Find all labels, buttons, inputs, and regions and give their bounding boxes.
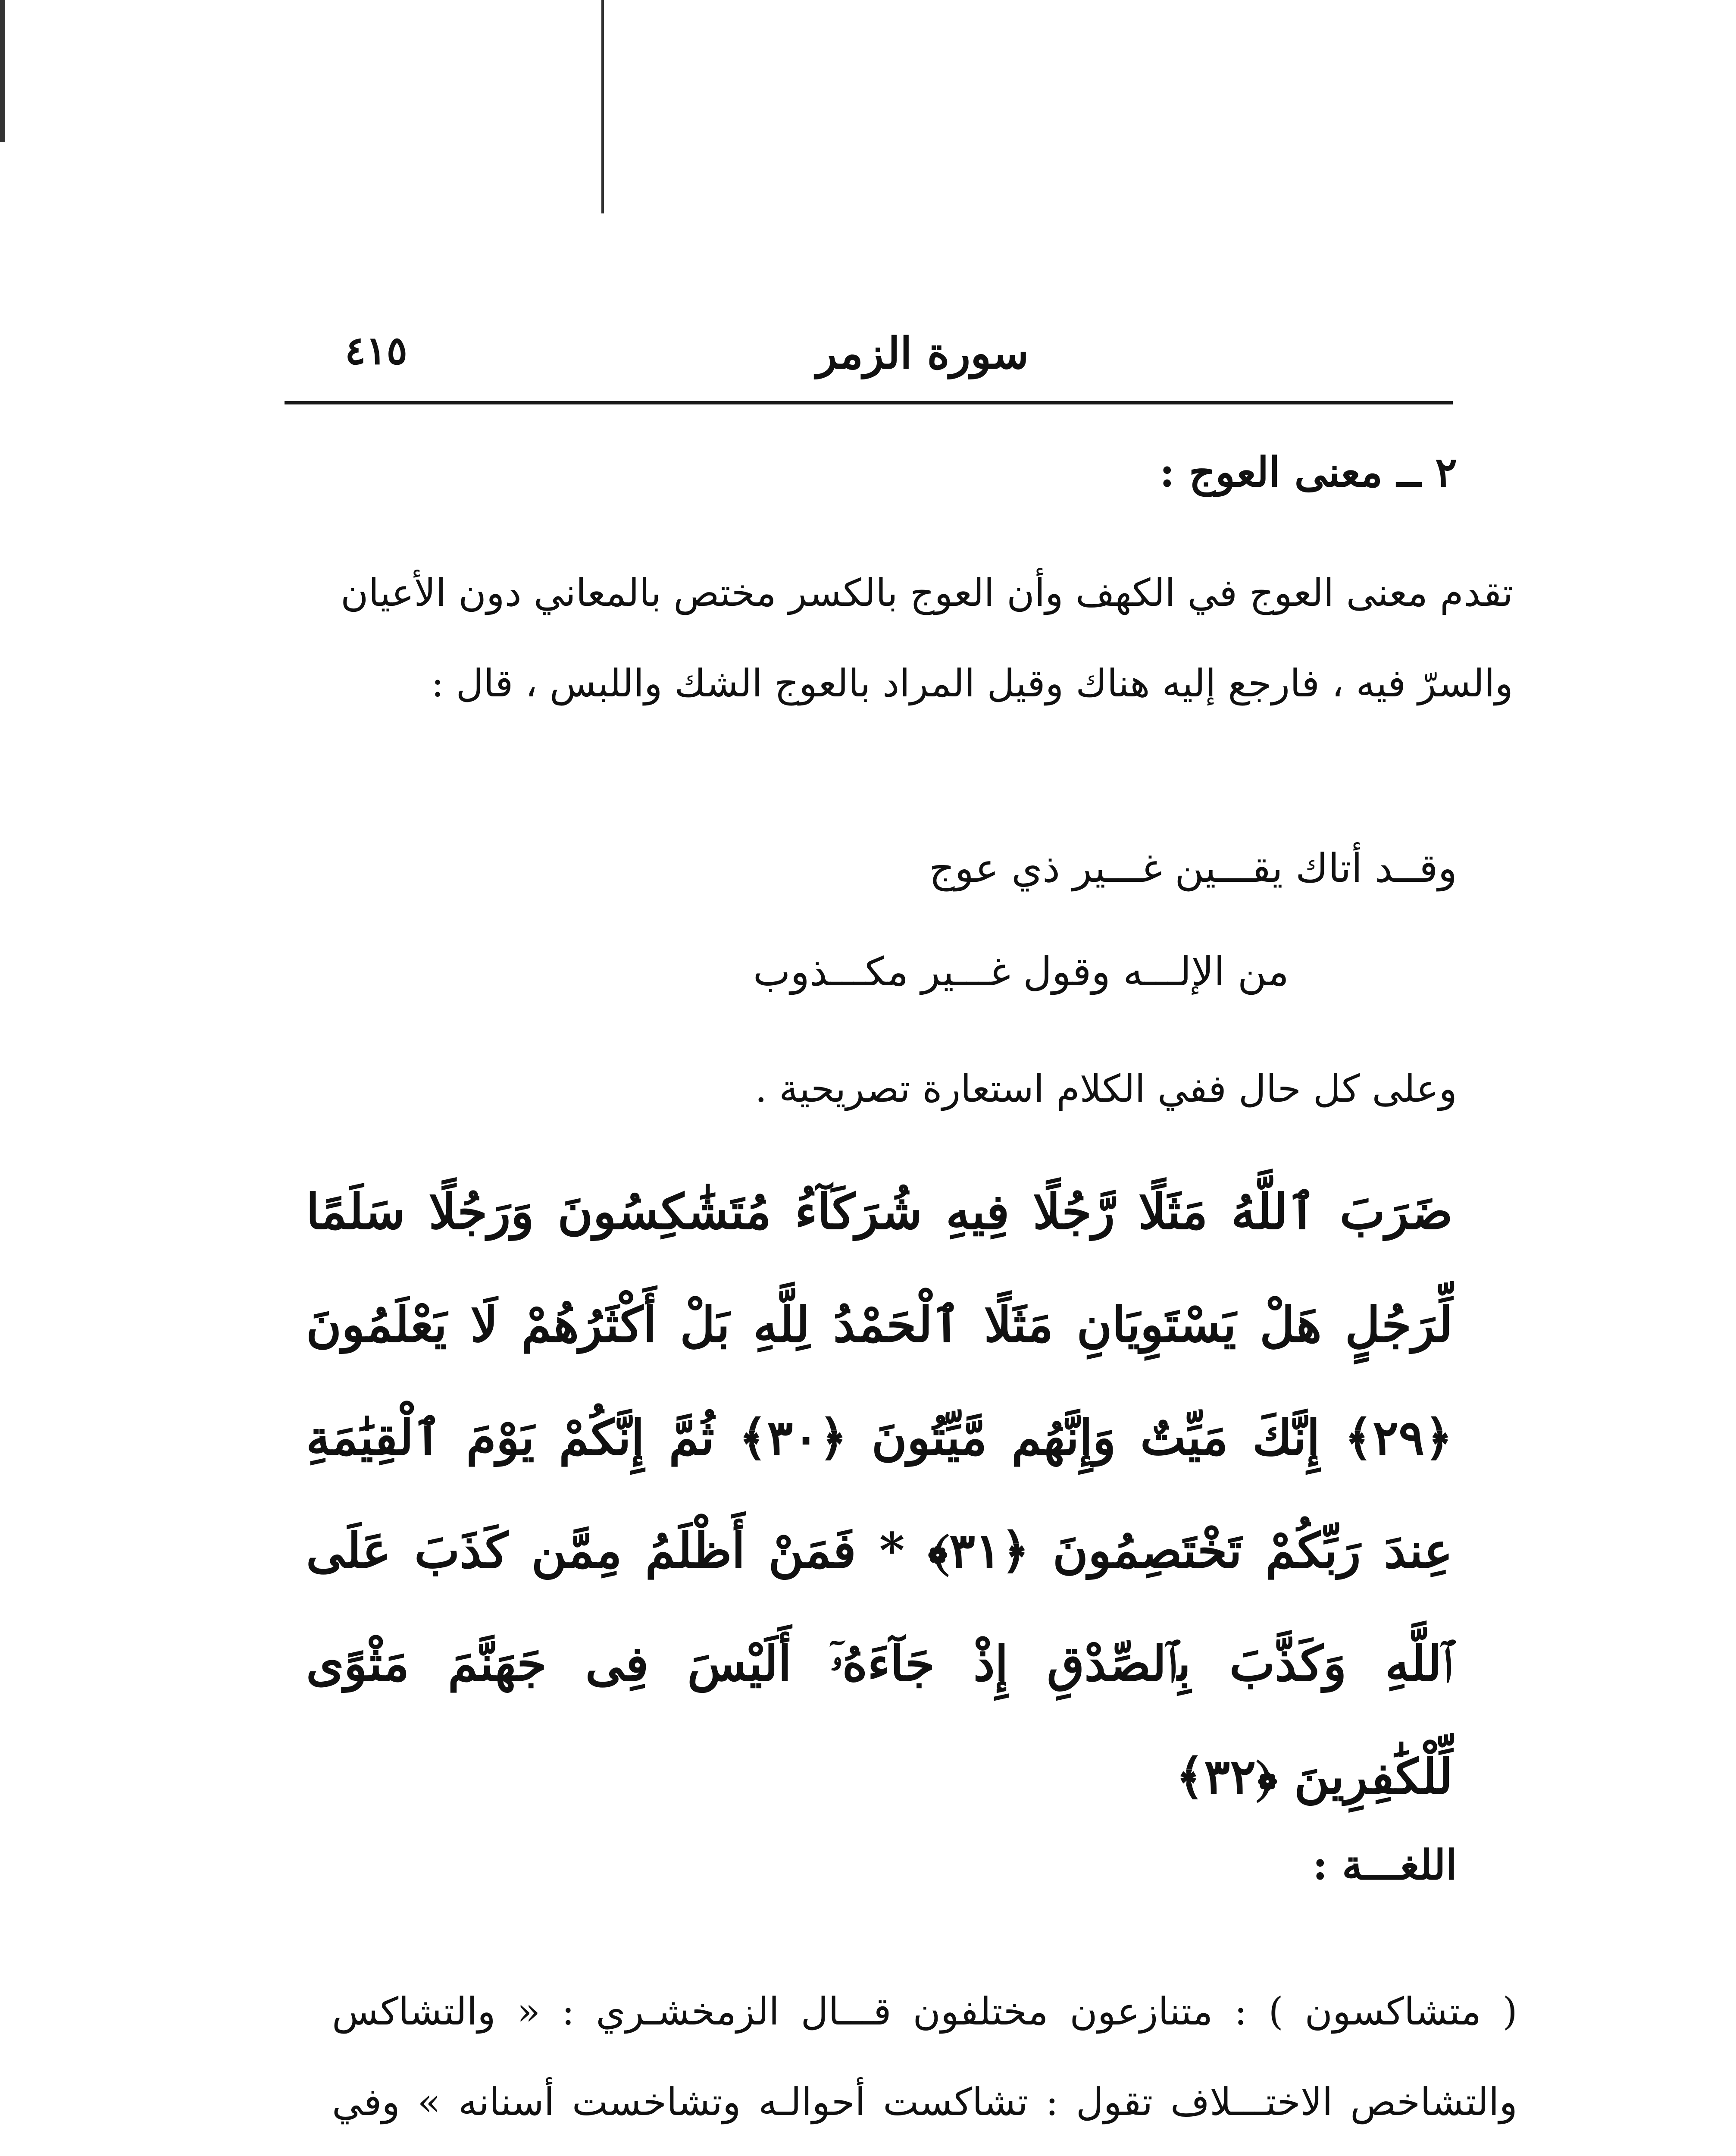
page-header — [285, 315, 1453, 404]
section-heading-language: اللغـــة : — [1312, 1841, 1457, 1889]
book-page — [259, 0, 1517, 2156]
scan-edge-left — [0, 0, 5, 142]
poem-line-2: من الإلـــه وقول غـــير مكـــذوب — [753, 949, 1289, 995]
language-paragraph: ( متشاكسون ) : متنازعون مختلفون قـــال الزمخشـري : « والتشاكس والتشاخص الاختـــلاف تقول : تشاكست أحوالـه وتشاخست أسنانه » وفي — [332, 1989, 1517, 2124]
conclusion-line: وعلى كل حال ففي الكلام استعارة تصريحية . — [755, 1066, 1457, 1111]
poem-line-1: وقــد أتاك يقـــين غـــير ذي عوج — [929, 845, 1457, 891]
section-heading-meaning: ٢ ــ معنى العوج : — [1159, 448, 1457, 496]
surah-title: سورة الزمر — [816, 328, 1029, 379]
quran-verses: ضَرَبَ ٱللَّهُ مَثَلًا رَّجُلًا فِيهِ شُرَكَآءُ مُتَشَٰكِسُونَ وَرَجُلًا سَلَمًا لِّرَجُلٍ هَلْ يَسْتَوِيَانِ مَثَلًا ٱلْحَمْدُ لِلَّهِ بَلْ أَكْثَرُهُمْ لَا يَعْلَمُونَ ﴿٢٩﴾ إِنَّكَ مَيِّتٌ وَإِنَّهُم مَّيِّتُونَ ﴿٣٠﴾ ثُمَّ إِنَّكُمْ يَوْمَ ٱلْقِيَٰمَةِ عِندَ رَبِّكُمْ تَخْتَصِمُونَ ﴿٣١﴾ * فَمَنْ أَظْلَمُ مِمَّن كَذَبَ عَلَى ٱللَّهِ وَكَذَّبَ بِٱلصِّدْقِ إِذْ جَآءَهُۥٓ أَلَيْسَ فِى جَهَنَّمَ مَثْوًى لِّلْكَٰفِرِينَ ﴿٣٢﴾ — [306, 1184, 1453, 1805]
page-number: ٤١٥ — [345, 328, 408, 373]
explanation-paragraph: تقدم معنى العوج في الكهف وأن العوج بالكسر مختص بالمعاني دون الأعيان والسرّ فيه ، فارجع إليه هناك وقيل المراد بالعوج الشك واللبس ، قال : — [341, 570, 1513, 705]
